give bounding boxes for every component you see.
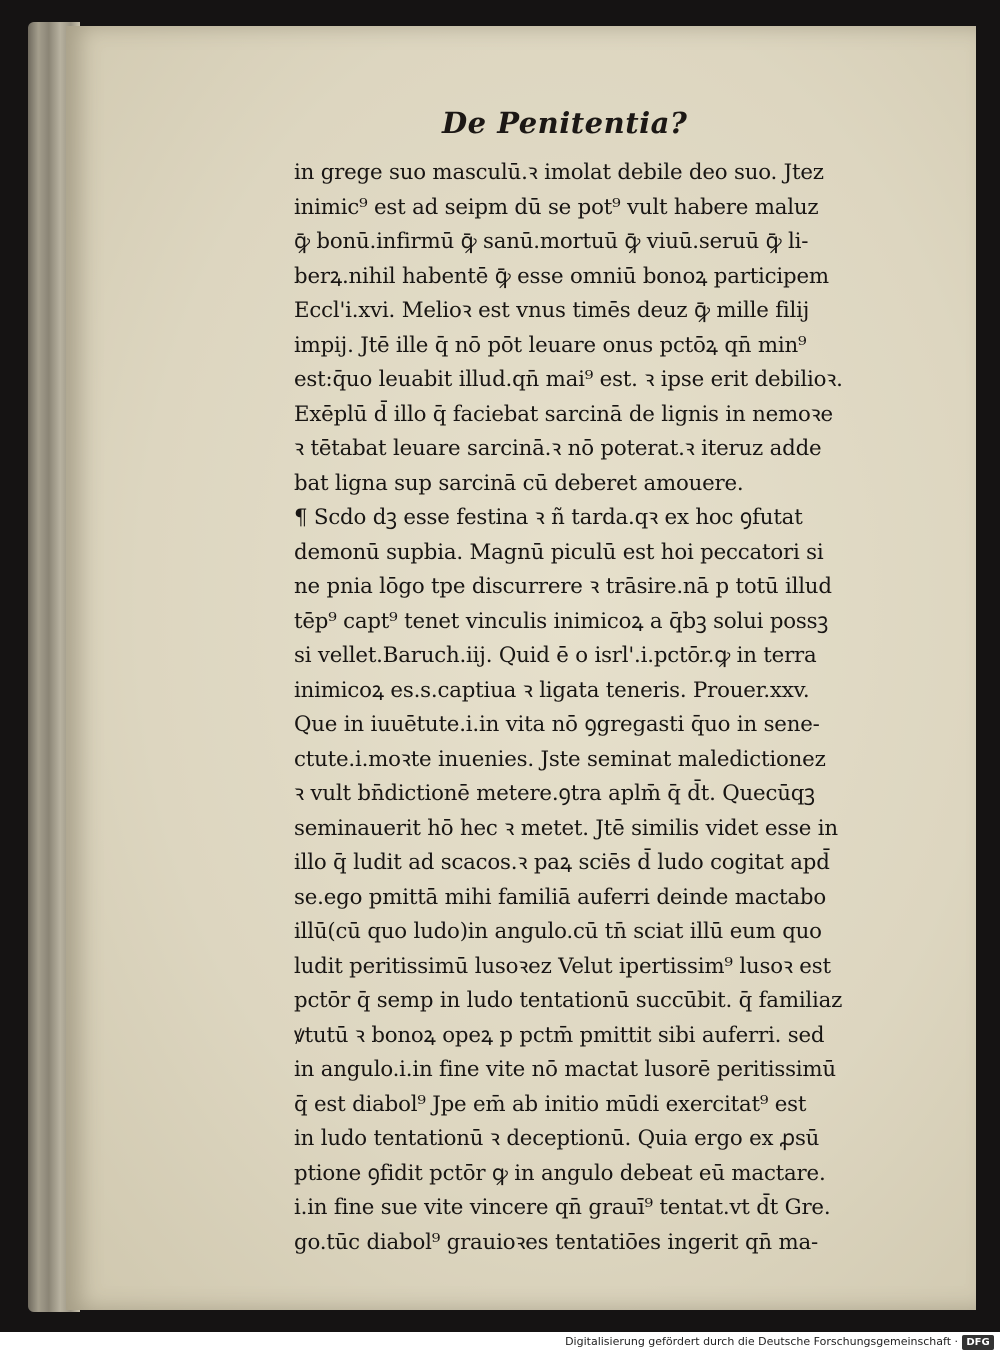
- text-line: illū(cū quo ludo)in angulo.cū tn̄ sciat illū eum quo: [294, 919, 822, 944]
- text-line: est:q̄uo leuabit illud.qn̄ mai⁹ est. ꝛ ipse erit debilioꝛ.: [294, 367, 843, 392]
- text-line: in grege suo masculū.ꝛ imolat debile deo suo. Jtez: [294, 160, 824, 185]
- text-line: ludit peritissimū lusoꝛez Velut ipertissim⁹ lusoꝛ est: [294, 953, 831, 979]
- text-line: inimic⁹ est ad seipm dū se pot⁹ vult habere maluz: [294, 194, 819, 220]
- text-line: in ludo tentationū ꝛ deceptionū. Quia ergo ex ꝓsū: [294, 1126, 820, 1151]
- footer-credit: Digitalisierung gefördert durch die Deutsche Forschungsgemeinschaft ·: [565, 1335, 958, 1348]
- text-line: illo q̄ ludit ad scacos.ꝛ paꝝ sciēs d̄ ludo cogitat apd̄: [294, 850, 830, 875]
- text-line: ꝙ̄ bonū.infirmū ꝙ̄ sanū.mortuū ꝙ̄ viuū.seruū ꝙ̄ li-: [294, 229, 809, 254]
- text-line: impij. Jtē ille q̄ nō pōt leuare onus pctōꝝ qn̄ min⁹: [294, 332, 807, 358]
- text-line: se.ego pmittā mihi familiā auferri deinde mactabo: [294, 884, 826, 910]
- text-line: q̄ est diabol⁹ Jpe em̄ ab initio mūdi exercitat⁹ est: [294, 1091, 807, 1117]
- page-heading: De Penitentia?: [442, 106, 688, 140]
- footer-bar: [0, 1332, 1000, 1354]
- text-line: ¶ Scdo dꝫ esse festina ꝛ ñ tarda.qꝛ ex hoc ꝯfutat: [294, 505, 803, 530]
- text-line: seminauerit hō hec ꝛ metet. Jtē similis videt esse in: [294, 815, 838, 841]
- dfg-logo-icon: DFG: [962, 1335, 994, 1350]
- text-line: Exēplū d̄ illo q̄ faciebat sarcinā de lignis in nemoꝛe: [294, 401, 833, 427]
- text-line: ptione ꝯfidit pctōr ꝙ in angulo debeat eū mactare.: [294, 1160, 826, 1186]
- text-line: ꝛ vult bn̄dictionē metere.ꝯtra aplm̄ q̄ d̄t. Quecūqꝫ: [294, 781, 815, 806]
- text-line: Eccl'i.xvi. Melioꝛ est vnus timēs deuz ꝙ̄ mille filij: [294, 298, 810, 323]
- text-line: in angulo.i.in fine vite nō mactat lusorē peritissimū: [294, 1057, 836, 1082]
- text-line: ꝟtutū ꝛ bonoꝝ opeꝝ p pctm̄ pmittit sibi auferri. sed: [294, 1022, 825, 1048]
- text-line: pctōr q̄ semp in ludo tentationū succūbit. q̄ familiaz: [294, 988, 843, 1013]
- text-line: Que in iuuētute.i.in vita nō ꝯgregasti q̄uo in sene-: [294, 712, 820, 737]
- text-line: inimicoꝝ es.s.captiua ꝛ ligata teneris. Prouer.xxv.: [294, 677, 810, 703]
- text-line: bat ligna sup sarcinā cū deberet amouere.: [294, 470, 744, 496]
- text-line: ne pnia lōgo tpe discurrere ꝛ trāsire.nā p totū illud: [294, 574, 832, 599]
- text-line: si vellet.Baruch.iij. Quid ē o isrl'.i.pctōr.ꝙ in terra: [294, 643, 817, 668]
- text-line: demonū supbia. Magnū piculū est hoi peccatori si: [294, 539, 824, 565]
- text-line: ctute.i.moꝛte inuenies. Jste seminat maledictionez: [294, 746, 826, 772]
- text-line: tēp⁹ capt⁹ tenet vinculis inimicoꝝ a q̄bꝫ solui possꝫ: [294, 608, 829, 634]
- text-line: ꝛ tētabat leuare sarcinā.ꝛ nō poterat.ꝛ iteruz adde: [294, 436, 822, 461]
- text-block: [294, 156, 956, 1260]
- text-line: berꝝ.nihil habentē ꝙ̄ esse omniū bonoꝝ participem: [294, 263, 829, 289]
- text-line: i.in fine sue vite vincere qn̄ grauī⁹ tentat.vt d̄t Gre.: [294, 1195, 831, 1220]
- text-line: go.tūc diabol⁹ grauioꝛes tentatiōes ingerit qn̄ ma-: [294, 1229, 819, 1255]
